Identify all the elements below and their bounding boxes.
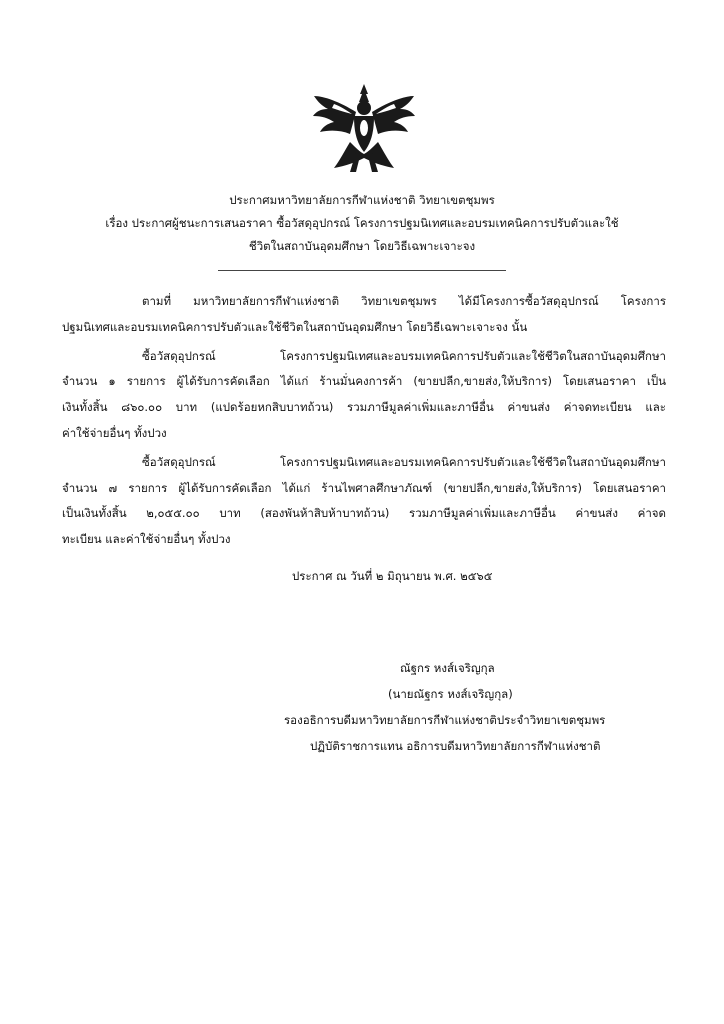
- paragraph-2-line-1: ซื้อวัสดุอุปกรณ์ โครงการปฐมนิเทศและอบรมเทคนิคการปรับตัวและใช้ชีวิตในสถาบันอุดมศึกษา: [142, 349, 666, 363]
- signature-name: ณัฐกร หงส์เจริญกุล: [400, 661, 495, 675]
- signer-position: รองอธิการบดีมหาวิทยาลัยการกีฬาแห่งชาติประจำวิทยาเขตชุมพร: [284, 713, 606, 727]
- signer-acting-role: ปฏิบัติราชการแทน อธิการบดีมหาวิทยาลัยการกีฬาแห่งชาติ: [310, 739, 601, 753]
- paragraph-1-line-1: ตามที่ มหาวิทยาลัยการกีฬาแห่งชาติ วิทยาเขตชุมพร ได้มีโครงการซื้อวัสดุอุปกรณ์ โครงการ: [142, 294, 666, 308]
- garuda-emblem-icon: [310, 82, 418, 178]
- paragraph-1-line-2: ปฐมนิเทศและอบรมเทคนิคการปรับตัวและใช้ชีวิตในสถาบันอุดมศึกษา โดยวิธีเฉพาะเจาะจง นั้น: [62, 320, 528, 334]
- subject-line-1: เรื่อง ประกาศผู้ชนะการเสนอราคา ซื้อวัสดุอุปกรณ์ โครงการปฐมนิเทศและอบรมเทคนิคการปรับตัวและใช้: [105, 216, 619, 230]
- announcement-title: ประกาศมหาวิทยาลัยการกีฬาแห่งชาติ วิทยาเขตชุมพร: [229, 193, 495, 207]
- paragraph-3-line-3: เป็นเงินทั้งสิ้น ๒,๐๕๕.๐๐ บาท (สองพันห้าสิบห้าบาทถ้วน) รวมภาษีมูลค่าเพิ่มและภาษีอื่น ค่าขนส่ง ค่าจด: [62, 506, 666, 520]
- paragraph-2-line-4: ค่าใช้จ่ายอื่นๆ ทั้งปวง: [62, 426, 167, 440]
- paragraph-2-line-2: จำนวน ๑ รายการ ผู้ได้รับการคัดเลือก ได้แก่ ร้านมั่นคงการค้า (ขายปลีก,ขายส่ง,ให้บริการ) โดยเสนอราคา เป็น: [62, 374, 666, 388]
- paragraph-2-line-3: เงินทั้งสิ้น ๘๖๐.๐๐ บาท (แปดร้อยหกสิบบาทถ้วน) รวมภาษีมูลค่าเพิ่มและภาษีอื่น ค่าขนส่ง ค่าจดทะเบียน และ: [62, 400, 666, 414]
- signer-full-name: (นายณัฐกร หงส์เจริญกุล): [388, 687, 513, 701]
- header-divider: [218, 270, 506, 271]
- subject-line-2: ชีวิตในสถาบันอุดมศึกษา โดยวิธีเฉพาะเจาะจง: [248, 239, 476, 253]
- paragraph-3-line-1: ซื้อวัสดุอุปกรณ์ โครงการปฐมนิเทศและอบรมเทคนิคการปรับตัวและใช้ชีวิตในสถาบันอุดมศึกษา: [142, 455, 666, 469]
- paragraph-3-line-4: ทะเบียน และค่าใช้จ่ายอื่นๆ ทั้งปวง: [62, 532, 231, 546]
- paragraph-3-line-2: จำนวน ๗ รายการ ผู้ได้รับการคัดเลือก ได้แก่ ร้านไพศาลศึกษาภัณฑ์ (ขายปลีก,ขายส่ง,ให้บริการ) โดยเสนอราคา: [62, 481, 666, 495]
- announcement-date: ประกาศ ณ วันที่ ๒ มิถุนายน พ.ศ. ๒๕๖๕: [292, 569, 493, 583]
